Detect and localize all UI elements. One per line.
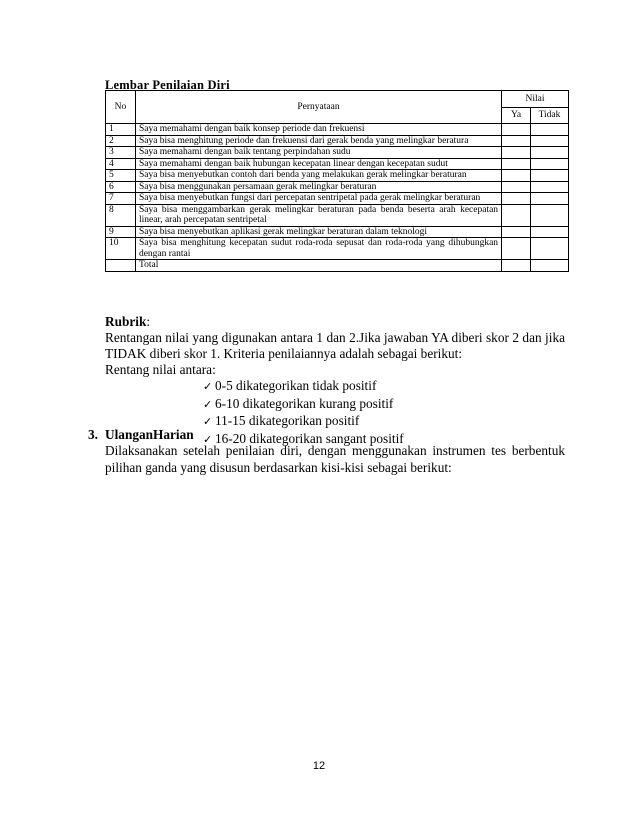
table-row <box>106 158 569 170</box>
section-3-body: Dilaksanakan setelah penilaian diri, dengan menggunakan instrumen tes berbentuk pilihan ganda yang disusun berdasarkan kisi-kisi sebagai berikut: <box>105 443 565 475</box>
table-row <box>106 147 569 159</box>
row-statement: Saya bisa menghitung periode dan frekuensi dari gerak benda yang melingkar beratura <box>135 135 501 147</box>
category-text: 11-15 dikategorikan positif <box>215 413 360 428</box>
row-number: 1 <box>106 124 136 136</box>
yes-cell <box>502 135 531 147</box>
row-number: 9 <box>106 226 136 238</box>
category-text: 6-10 dikategorikan kurang positif <box>215 395 394 411</box>
yes-cell <box>502 226 531 238</box>
row-statement: Saya memahami dengan baik konsep periode dan frekuensi <box>135 124 501 136</box>
no-cell <box>531 204 569 226</box>
yes-cell <box>502 193 531 205</box>
row-statement: Saya memahami dengan baik hubungan kecepatan linear dengan kecepatan sudut <box>135 158 501 170</box>
no-cell <box>531 170 569 182</box>
row-number: 6 <box>106 181 136 193</box>
yes-cell <box>502 204 531 226</box>
page-number: 12 <box>312 760 326 772</box>
section-number: 3. <box>88 427 98 442</box>
checkmark-icon: ✓ <box>203 380 213 393</box>
col-header-yes: Ya <box>502 108 531 124</box>
no-cell <box>531 147 569 159</box>
checkmark-icon: ✓ <box>203 397 213 411</box>
row-number: 7 <box>106 193 136 205</box>
col-header-no-answer: Tidak <box>531 108 569 124</box>
table-row <box>106 204 569 226</box>
checkmark-icon: ✓ <box>203 415 213 428</box>
yes-total-cell <box>502 260 531 272</box>
total-row <box>106 260 569 272</box>
row-statement: Saya bisa menghitung kecepatan sudut roda-roda sepusat dan roda-roda yang dihubungkan dengan rantai <box>135 238 501 260</box>
row-number: 10 <box>106 238 136 260</box>
no-cell <box>531 181 569 193</box>
row-statement: Saya bisa menggunakan persamaan gerak melingkar beraturan <box>135 181 501 193</box>
yes-cell <box>502 170 531 182</box>
no-cell <box>531 193 569 205</box>
table-row <box>106 193 569 205</box>
table-row <box>106 238 569 260</box>
row-statement: Saya bisa menyebutkan contoh dari benda yang melakukan gerak melingkar beraturan <box>135 170 501 182</box>
yes-cell <box>502 158 531 170</box>
yes-cell <box>502 147 531 159</box>
assessment-heading: Lembar Penilaian Diri <box>105 78 230 92</box>
row-statement: Saya bisa menggambarkan gerak melingkar beraturan pada benda beserta arah kecepatan linear, arah percepatan sentripetal <box>135 204 501 226</box>
rubric-colon: : <box>146 314 151 329</box>
rubric-range-label: Rentang nilai antara: <box>105 362 216 377</box>
no-total-cell <box>531 260 569 272</box>
table-row <box>106 226 569 238</box>
no-cell <box>531 158 569 170</box>
row-number: 3 <box>106 147 136 159</box>
row-number: 2 <box>106 135 136 147</box>
table-row <box>106 170 569 182</box>
list-item <box>203 396 565 414</box>
rubric-paragraph: Rentangan nilai yang digunakan antara 1 dan 2.Jika jawaban YA diberi skor 2 dan jika TIDAK diberi skor 1. Kriteria penilaiannya adalah sebagai berikut: <box>105 330 565 361</box>
list-item <box>203 378 565 396</box>
col-header-no: No <box>106 91 136 124</box>
self-assessment-table <box>105 90 569 272</box>
category-text: 16-20 dikategorikan sangant positif <box>215 430 404 446</box>
total-label: Total <box>135 260 501 272</box>
section-title: UlanganHarian <box>105 427 194 442</box>
table-row <box>106 124 569 136</box>
section-3-heading <box>88 426 194 443</box>
yes-cell <box>502 124 531 136</box>
yes-cell <box>502 238 531 260</box>
col-header-statement: Pernyataan <box>135 91 501 124</box>
no-cell <box>531 238 569 260</box>
total-number-cell <box>106 260 136 272</box>
no-cell <box>531 135 569 147</box>
category-text: 0-5 dikategorikan tidak positif <box>215 378 377 393</box>
rubric-title-line <box>105 314 565 330</box>
no-cell <box>531 124 569 136</box>
row-statement: Saya bisa menyebutkan aplikasi gerak melingkar beraturan dalam teknologi <box>135 226 501 238</box>
list-item <box>203 413 565 431</box>
col-header-score: Nilai <box>502 91 569 108</box>
no-cell <box>531 226 569 238</box>
row-statement: Saya memahami dengan baik tentang perpindahan sudu <box>135 147 501 159</box>
table-row <box>106 135 569 147</box>
table-row <box>106 181 569 193</box>
row-statement: Saya bisa menyebutkan fungsi dari percepatan sentripetal pada gerak melingkar beraturan <box>135 193 501 205</box>
row-number: 4 <box>106 158 136 170</box>
row-number: 5 <box>106 170 136 182</box>
row-number: 8 <box>106 204 136 226</box>
yes-cell <box>502 181 531 193</box>
checkmark-icon: ✓ <box>203 432 213 446</box>
rubric-title: Rubrik <box>105 314 147 329</box>
